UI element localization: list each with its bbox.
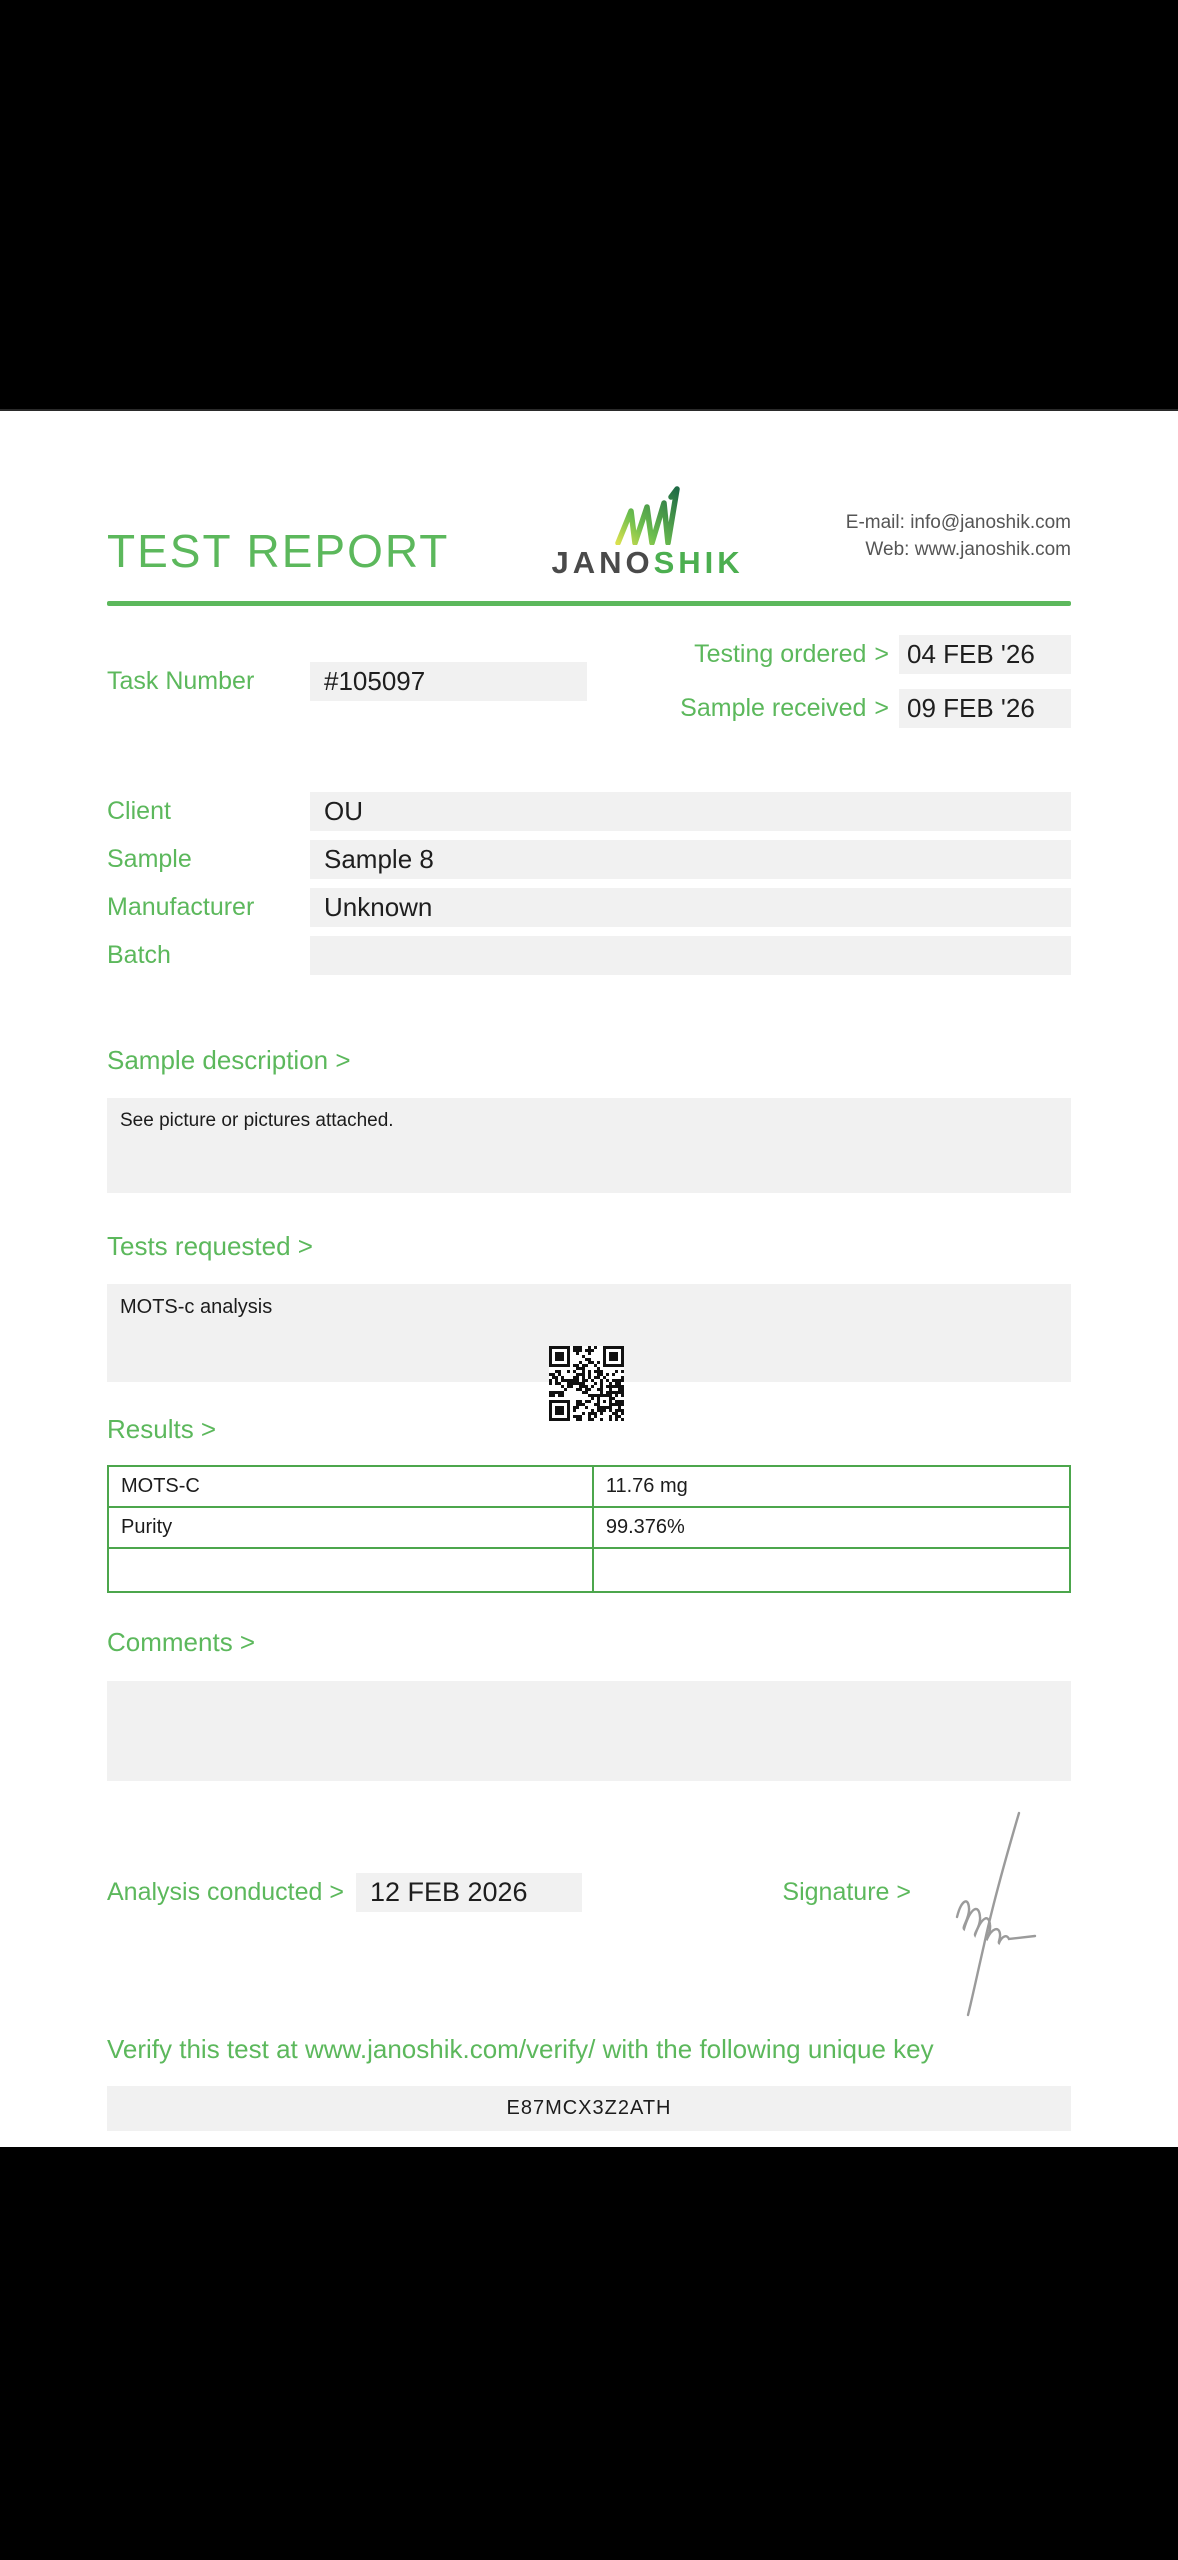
sample-value: Sample 8	[310, 840, 1071, 879]
result-value-cell: 11.76 mg	[593, 1466, 1070, 1507]
report-header	[107, 468, 1071, 578]
contact-info	[846, 509, 1071, 578]
email-label: E-mail:	[845, 511, 905, 533]
testing-ordered-row	[680, 635, 1071, 674]
sample-description-heading: Sample description >	[107, 1045, 351, 1075]
signature-group	[782, 1878, 923, 1907]
result-name-cell: MOTS-C	[108, 1466, 593, 1507]
signature-image	[945, 1807, 1049, 2019]
field-row-manufacturer	[107, 888, 1071, 927]
logo-text-dark: JANO	[551, 545, 654, 580]
task-number-group	[107, 635, 587, 728]
sample-description-box: See picture or pictures attached.	[107, 1098, 1071, 1193]
email-value: info@janoshik.com	[910, 511, 1071, 533]
logo-text-green: SHIK	[653, 545, 744, 580]
tests-requested-box: MOTS-c analysis	[107, 1284, 1071, 1382]
result-name-cell	[108, 1548, 593, 1592]
tests-requested-heading: Tests requested >	[107, 1231, 313, 1261]
logo-wordmark	[551, 547, 743, 578]
comments-section	[107, 1627, 1071, 1781]
field-row-client	[107, 792, 1071, 831]
janoshik-logo	[449, 481, 845, 578]
header-divider	[107, 601, 1071, 606]
table-row	[108, 1548, 1070, 1592]
sample-description-section	[107, 1045, 1071, 1193]
result-value-cell: 99.376%	[593, 1507, 1070, 1548]
task-number-value: #105097	[310, 662, 587, 701]
unique-key-value: E87MCX3Z2ATH	[107, 2086, 1071, 2131]
batch-label: Batch	[107, 941, 171, 969]
manufacturer-value: Unknown	[310, 888, 1071, 927]
table-row	[108, 1466, 1070, 1507]
logo-chart-icon	[611, 481, 685, 545]
sample-received-arrow: >	[874, 694, 889, 722]
analysis-signature-row	[107, 1873, 1071, 1912]
sample-received-value: 09 FEB '26	[899, 689, 1071, 728]
results-section	[107, 1414, 1071, 1593]
sample-received-label: Sample received	[680, 694, 867, 722]
testing-ordered-value: 04 FEB '26	[899, 635, 1071, 674]
sample-label: Sample	[107, 845, 192, 873]
testing-ordered-label: Testing ordered	[694, 640, 867, 668]
batch-value	[310, 936, 1071, 975]
task-and-dates-row	[107, 635, 1071, 728]
field-row-batch	[107, 936, 1071, 975]
results-table	[107, 1465, 1071, 1593]
qr-code	[549, 1346, 624, 1421]
manufacturer-label: Manufacturer	[107, 893, 255, 921]
task-number-label: Task Number	[107, 667, 255, 695]
comments-heading: Comments >	[107, 1627, 256, 1657]
results-heading: Results >	[107, 1414, 217, 1444]
signature-label: Signature >	[782, 1878, 911, 1906]
table-row	[108, 1507, 1070, 1548]
dates-group	[680, 635, 1071, 728]
contact-web-line	[846, 536, 1071, 564]
testing-ordered-arrow: >	[874, 640, 889, 668]
result-name-cell: Purity	[108, 1507, 593, 1548]
client-label: Client	[107, 797, 171, 825]
sample-info-fields	[107, 792, 1071, 975]
analysis-date-value: 12 FEB 2026	[356, 1873, 582, 1912]
web-label: Web:	[865, 539, 910, 561]
field-row-sample	[107, 840, 1071, 879]
sample-received-row	[680, 689, 1071, 728]
page-title: TEST REPORT	[107, 525, 450, 577]
verify-instructions: Verify this test at www.janoshik.com/verify/ with the following unique key	[107, 2034, 934, 2064]
contact-email-line	[846, 509, 1071, 537]
test-report-document	[0, 409, 1178, 2147]
result-value-cell	[593, 1548, 1070, 1592]
client-value: OU	[310, 792, 1071, 831]
comments-box	[107, 1681, 1071, 1781]
web-value: www.janoshik.com	[914, 539, 1071, 561]
analysis-conducted-label: Analysis conducted >	[107, 1878, 344, 1906]
